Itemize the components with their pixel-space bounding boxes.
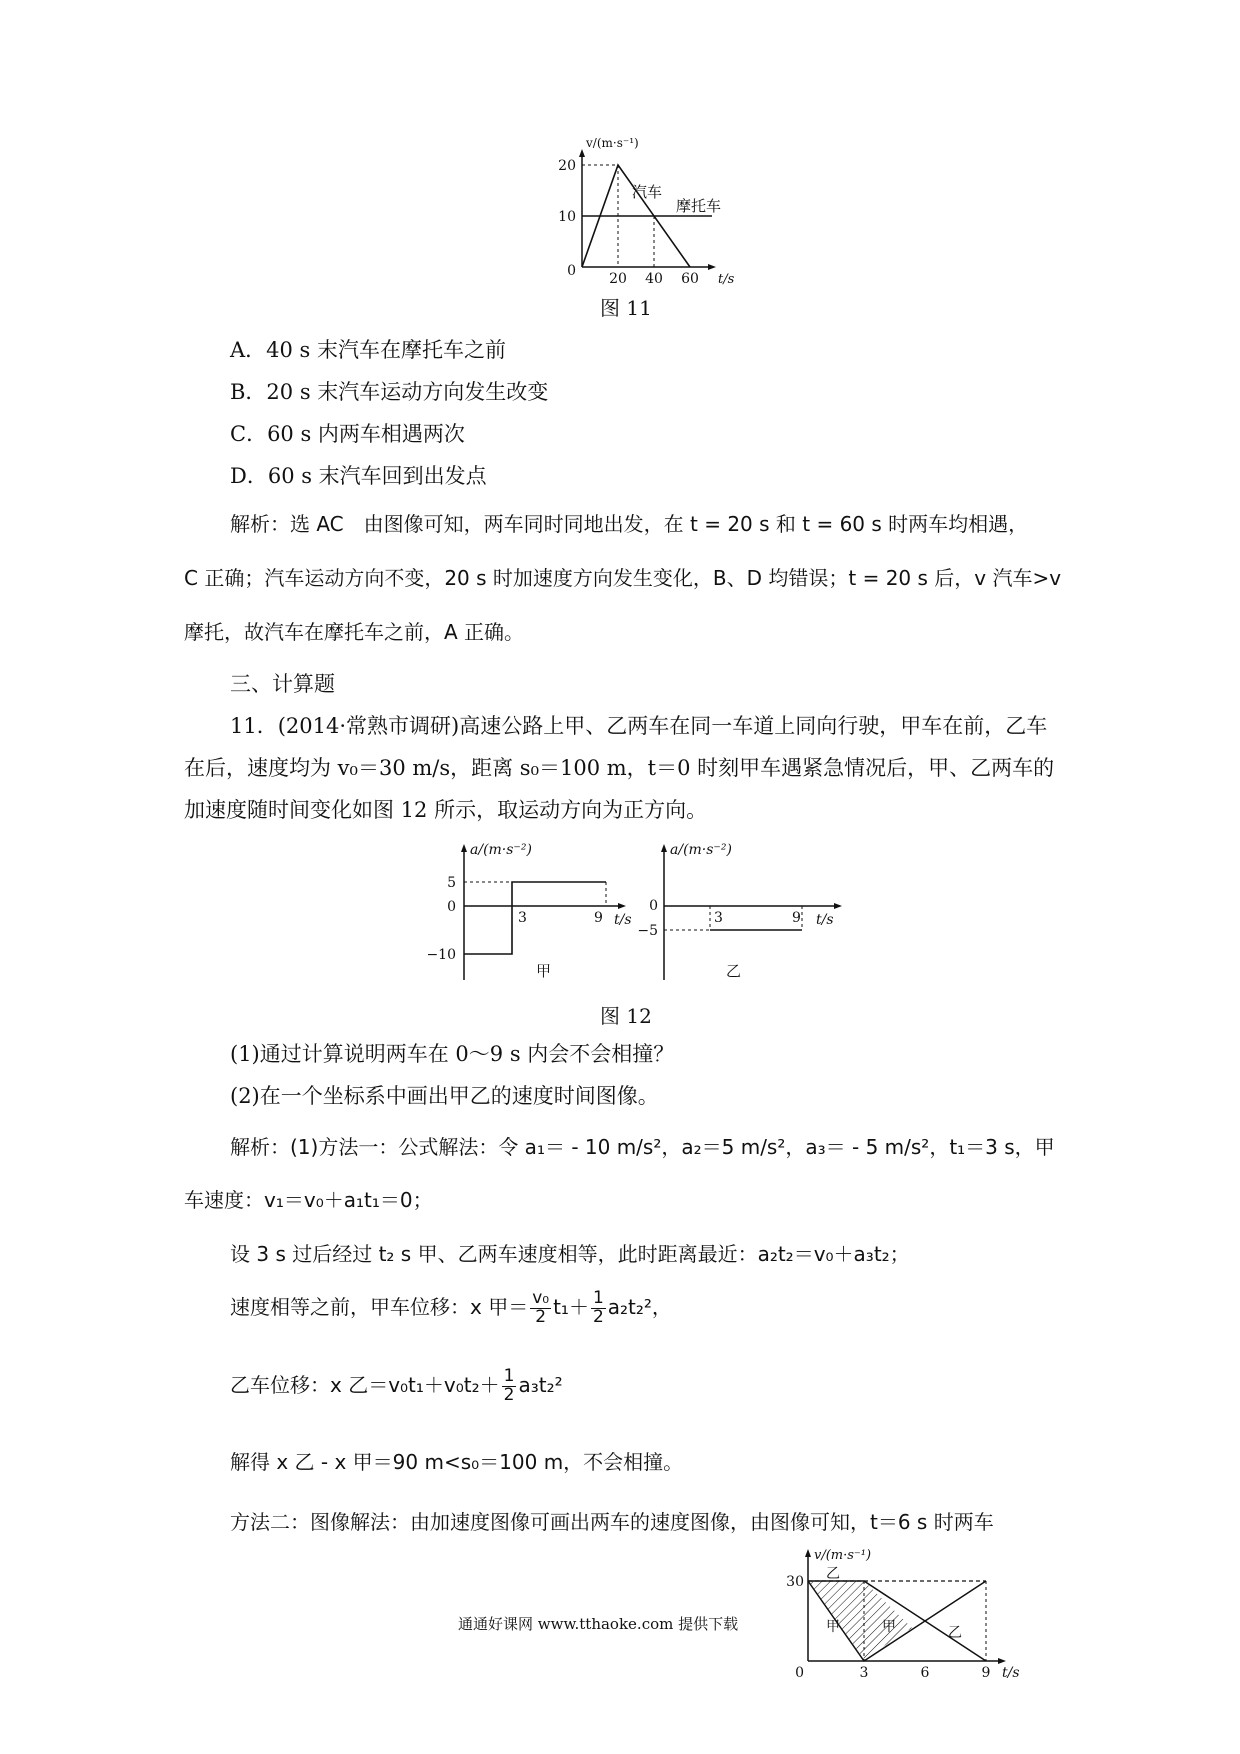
y-tick-10: 10: [558, 209, 576, 225]
x-tick-9: 9: [792, 910, 801, 926]
analysis-line-3: 摩托，故汽车在摩托车之前，A 正确。: [184, 620, 525, 644]
x-axis-label: t/s: [816, 912, 834, 928]
option-a: A．40 s 末汽车在摩托车之前: [230, 338, 507, 362]
option-d: D．60 s 末汽车回到出发点: [230, 464, 487, 488]
fraction-denominator: 2: [503, 1384, 515, 1405]
solution-line-1: 解析：(1)方法一：公式解法：令 a₁＝ - 10 m/s²，a₂＝5 m/s²，a₃＝ - 5 m/s²，t₁＝3 s，甲: [230, 1135, 1055, 1159]
y-axis-arrow: [805, 1549, 811, 1557]
x-axis-arrow: [708, 264, 716, 270]
question-2: (2)在一个坐标系中画出甲乙的速度时间图像。: [230, 1084, 659, 1108]
solution-line-4-mid: t₁＋: [553, 1294, 589, 1319]
x-axis-arrow: [834, 903, 842, 909]
option-c: C．60 s 内两车相遇两次: [230, 422, 465, 446]
fraction-1-over-2: [502, 1368, 517, 1405]
chart-name-jia: 甲: [536, 962, 552, 980]
figure-12-left-accel-chart: [426, 840, 640, 990]
y-tick-30: 30: [786, 1574, 804, 1590]
shaded-area: [808, 1581, 912, 1659]
y-axis-label: v/(m·s⁻¹): [586, 136, 639, 150]
x-tick-9: 9: [981, 1665, 991, 1681]
y-tick-0: 0: [447, 899, 456, 915]
car-label: 汽车: [632, 183, 663, 201]
y-axis-label: v/(m·s⁻¹): [814, 1548, 872, 1563]
solution-line-6: 解得 x 乙 - x 甲＝90 m<s₀＝100 m，不会相撞。: [230, 1450, 684, 1474]
y-axis-label: a/(m·s⁻²): [670, 842, 732, 858]
analysis-line-2: C 正确；汽车运动方向不变，20 s 时加速度方向发生变化，B、D 均错误；t = 20 s 后，v 汽车>v: [184, 566, 1062, 590]
chart-name-yi: 乙: [726, 962, 742, 980]
option-b: B．20 s 末汽车运动方向发生改变: [230, 380, 549, 404]
problem-11-line-1: 11．(2014·常熟市调研)高速公路上甲、乙两车在同一车道上同向行驶，甲车在前，乙车: [230, 714, 1048, 738]
y-tick-5: 5: [447, 875, 456, 891]
solution-line-5-prefix: 乙车位移：x 乙＝v₀t₁＋v₀t₂＋: [230, 1372, 500, 1397]
analysis-line-1: 解析：选 AC 由图像可知，两车同时同地出发，在 t = 20 s 和 t = 60 s 时两车均相遇，: [230, 512, 1029, 536]
x-tick-3: 3: [859, 1665, 869, 1681]
fraction-numerator: 1: [592, 1288, 604, 1308]
figure-12-caption: 图 12: [600, 1004, 652, 1028]
x-tick-40: 40: [645, 271, 663, 287]
x-tick-20: 20: [609, 271, 627, 287]
solution-line-7: 方法二：图像解法：由加速度图像可画出两车的速度图像，由图像可知，t＝6 s 时两车: [230, 1510, 994, 1534]
y-axis-arrow: [461, 844, 467, 852]
fraction-denominator: 2: [535, 1306, 547, 1327]
solution-line-2: 车速度：v₁＝v₀＋a₁t₁＝0；: [184, 1188, 433, 1212]
figure-12-right-accel-chart: [637, 840, 855, 990]
fraction-numerator: 1: [503, 1366, 515, 1386]
y-tick-20: 20: [558, 158, 576, 174]
x-tick-9: 9: [594, 910, 603, 926]
figure-11-velocity-chart: [560, 135, 760, 285]
x-axis-arrow: [618, 903, 626, 909]
y-tick-neg10: −10: [426, 947, 456, 963]
y-tick-0: 0: [649, 898, 658, 914]
x-tick-60: 60: [681, 271, 699, 287]
solution-line-3: 设 3 s 过后经过 t₂ s 甲、乙两车速度相等，此时距离最近：a₂t₂＝v₀＋a₃t₂；: [230, 1242, 910, 1266]
figure-11-caption: 图 11: [600, 296, 652, 320]
solution-line-4-prefix: 速度相等之前，甲车位移：x 甲＝: [230, 1294, 529, 1319]
motorcycle-label: 摩托车: [676, 197, 722, 215]
x-tick-3: 3: [518, 910, 527, 926]
x-axis-label: t/s: [1002, 1665, 1020, 1681]
velocity-time-chart: [786, 1545, 1030, 1681]
label-jia-left: 甲: [826, 1619, 840, 1635]
x-axis-arrow: [998, 1658, 1006, 1664]
y-axis-label: a/(m·s⁻²): [470, 842, 532, 858]
x-tick-0: 0: [795, 1665, 804, 1681]
solution-line-4-suffix: a₂t₂²，: [607, 1294, 672, 1319]
solution-line-4: [230, 1290, 672, 1327]
series-jia-accel: [464, 882, 606, 954]
y-axis-arrow: [579, 149, 585, 157]
label-yi-top: 乙: [826, 1566, 840, 1582]
fraction-v0-over-2: [530, 1290, 551, 1327]
x-tick-3: 3: [714, 910, 723, 926]
fraction-denominator: 2: [592, 1306, 604, 1327]
y-tick-0: 0: [567, 263, 576, 279]
x-axis-label: t/s: [718, 272, 735, 287]
label-jia-right: 甲: [882, 1619, 896, 1635]
fraction-1-over-2: [591, 1290, 606, 1327]
problem-11-line-3: 加速度随时间变化如图 12 所示，取运动方向为正方向。: [184, 798, 708, 822]
y-axis-arrow: [661, 844, 667, 852]
question-1: (1)通过计算说明两车在 0～9 s 内会不会相撞？: [230, 1042, 675, 1066]
fraction-numerator: v₀: [532, 1288, 550, 1308]
x-axis-label: t/s: [614, 912, 632, 928]
solution-line-5-suffix: a₃t₂²: [518, 1372, 563, 1397]
y-tick-neg5: −5: [637, 923, 658, 939]
x-tick-6: 6: [920, 1665, 930, 1681]
label-yi-right: 乙: [948, 1625, 962, 1641]
problem-11-line-2: 在后，速度均为 v₀＝30 m/s，距离 s₀＝100 m，t＝0 时刻甲车遇紧急情况后，甲、乙两车的: [184, 756, 1055, 780]
section-heading: 三、计算题: [230, 672, 335, 696]
page-footer: 通通好课网 www.tthaoke.com 提供下载: [458, 1615, 739, 1633]
solution-line-5: [230, 1368, 563, 1405]
